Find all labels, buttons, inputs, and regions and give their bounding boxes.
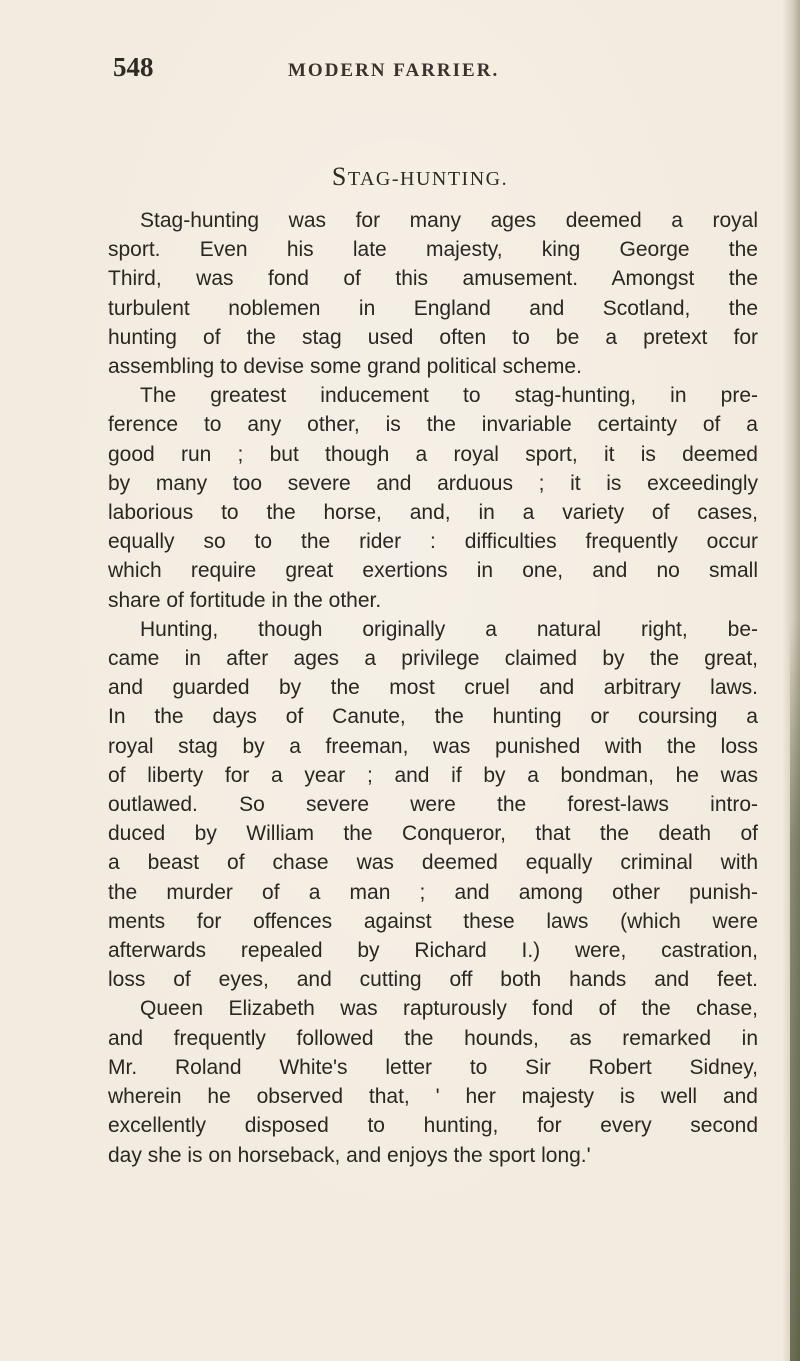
text-line: ments for offences against these laws (which were — [108, 909, 758, 933]
text-line: loss of eyes, and cutting off both hands and feet. — [108, 968, 758, 992]
text-line: outlawed. So severe were the forest-laws intro- — [108, 793, 758, 817]
text-line: and frequently followed the hounds, as remarked in — [108, 1026, 758, 1050]
text-line: equally so to the rider : difficulties frequently occur — [108, 530, 758, 554]
text-line: and guarded by the most cruel and arbitrary laws. — [108, 676, 758, 700]
text-line: duced by William the Conqueror, that the death of — [108, 822, 758, 846]
text-line: excellently disposed to hunting, for every second — [108, 1114, 758, 1138]
page-edge-stain — [790, 620, 800, 1361]
text-line: turbulent noblemen in England and Scotland, the — [108, 296, 758, 320]
section-title — [0, 162, 800, 192]
text-line: hunting of the stag used often to be a pretext for — [108, 325, 758, 349]
text-line: In the days of Canute, the hunting or coursing a — [108, 705, 758, 729]
page-header — [0, 52, 800, 92]
page-number: 548 — [113, 52, 154, 82]
text-line: afterwards repealed by Richard I.) were, castration, — [108, 939, 758, 963]
text-line: wherein he observed that, ' her majesty is well and — [108, 1085, 758, 1109]
running-head: MODERN FARRIER. — [288, 60, 500, 81]
text-line: Stag-hunting was for many ages deemed a royal — [140, 209, 758, 232]
section-title-rest: TAG-HUNTING. — [347, 168, 509, 190]
text-line: share of fortitude in the other. — [108, 588, 382, 612]
section-title-initial: S — [331, 162, 348, 191]
text-line: of liberty for a year ; and if by a bondman, he was — [108, 763, 758, 787]
text-line: the murder of a man ; and among other punish- — [108, 880, 758, 904]
body-text — [108, 206, 758, 1170]
text-line: The greatest inducement to stag-hunting, in pre- — [140, 384, 758, 408]
text-line: by many too severe and arduous ; it is exceedingly — [108, 471, 758, 495]
text-line: ference to any other, is the invariable certainty of a — [108, 413, 758, 437]
text-line: royal stag by a freeman, was punished with the loss — [108, 734, 758, 758]
text-line: sport. Even his late majesty, king George the — [108, 238, 758, 262]
text-line: day she is on horseback, and enjoys the sport long.' — [108, 1143, 591, 1167]
text-line: assembling to devise some grand political scheme. — [108, 355, 582, 379]
text-line: Mr. Roland White's letter to Sir Robert Sidney, — [108, 1055, 758, 1079]
text-line: Hunting, though originally a natural right, be- — [140, 617, 758, 641]
text-line: Queen Elizabeth was rapturously fond of the chase, — [140, 997, 758, 1021]
text-line: which require great exertions in one, and no small — [108, 559, 758, 583]
text-line: a beast of chase was deemed equally criminal with — [108, 851, 758, 875]
text-line: laborious to the horse, and, in a variety of cases, — [108, 501, 758, 525]
text-line: Third, was fond of this amusement. Amongst the — [108, 267, 758, 291]
text-line: came in after ages a privilege claimed by the great, — [108, 647, 758, 671]
text-line: good run ; but though a royal sport, it is deemed — [108, 442, 758, 466]
